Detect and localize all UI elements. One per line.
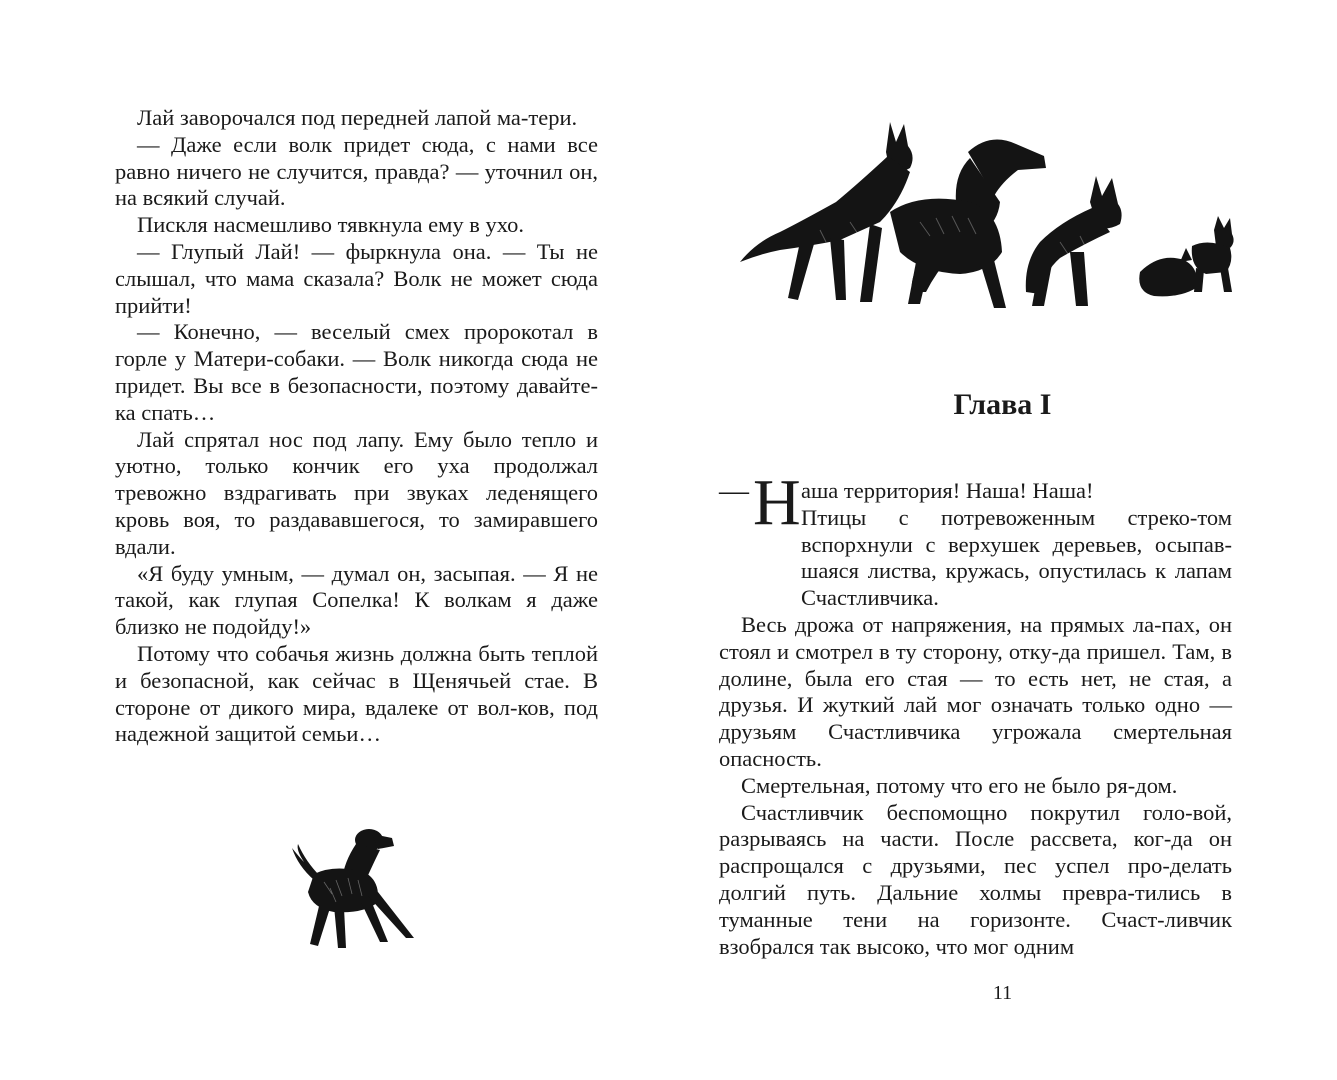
paragraph: Пискля насмешливо тявкнула ему в ухо. xyxy=(137,212,525,238)
paragraph: — Даже если волк придет сюда, с нами все равно ничего не случится, правда? — уточнил он, на всякий случай. xyxy=(115,131,598,211)
paragraph: — Глупый Лай! — фыркнула она. — Ты не слышал, что мама сказала? Волк не может сюда прийти! xyxy=(115,238,598,318)
left-page-text xyxy=(115,105,598,748)
paragraph: Счастливчик беспомощно покрутил голо-вой, разрываясь на части. После рассвета, ког-да он распрощался с друзьями, пес успел про-делать долгий путь. Дальние холмы превра-тились в туманные тени на горизонте. Счаст-ливчик взобрался так высоко, что мог одним xyxy=(719,799,1232,959)
paragraph: Потому что собачья жизнь должна быть теплой и безопасной, как сейчас в Щенячьей стае. В стороне от дикого мира, вдалеке от вол-ков, под надежной защитой семьи… xyxy=(115,640,598,747)
left-page xyxy=(0,0,668,1080)
right-page xyxy=(668,0,1337,1080)
chapter-title: Глава I xyxy=(953,388,1052,421)
paragraph: — Конечно, — веселый смех пророкотал в горле у Матери-собаки. — Волк никогда сюда не придет. Вы все в безопасности, поэтому давайте-ка спать… xyxy=(115,319,598,425)
opening-dash: — xyxy=(719,474,749,507)
paragraph: Смертельная, потому что его не было ря-дом. xyxy=(741,772,1178,798)
chapter-opening-line xyxy=(719,466,1232,539)
paragraph: Лай спрятал нос под лапу. Ему было тепло и уютно, только кончик его уха продолжал тревожно вздрагивать при звуках леденящего кровь воя, то раздававшегося, то замиравшего вдали. xyxy=(115,426,598,559)
paragraph: Птицы с потревоженным стреко-том вспорхнули с верхушек деревьев, осыпав-шаяся листва, кружась, опустилась к лапам Счастливчика. xyxy=(801,504,1232,611)
drop-cap: Н xyxy=(753,466,801,539)
paragraph: «Я буду умным, — думал он, засыпая. — Я не такой, как глупая Сопелка! К волкам я даже близко не подойду!» xyxy=(115,560,598,640)
right-page-text xyxy=(719,466,1232,960)
dog-pack-silhouette-illustration xyxy=(740,112,1240,317)
paragraph: Лай заворочался под передней лапой ма-тери. xyxy=(137,105,578,130)
page-number: 11 xyxy=(992,982,1013,1004)
opening-line-text: аша территория! Наша! Наша! xyxy=(801,478,1094,503)
dog-silhouette-illustration xyxy=(284,822,434,960)
paragraph: Весь дрожа от напряжения, на прямых ла-пах, он стоял и смотрел в ту сторону, отку-да пришел. Там, в долине, была его стая — то есть нет, не стая, а друзья. И жуткий лай мог означать только одно — друзьям Счастливчика угрожала смертельная опасность. xyxy=(719,611,1232,771)
